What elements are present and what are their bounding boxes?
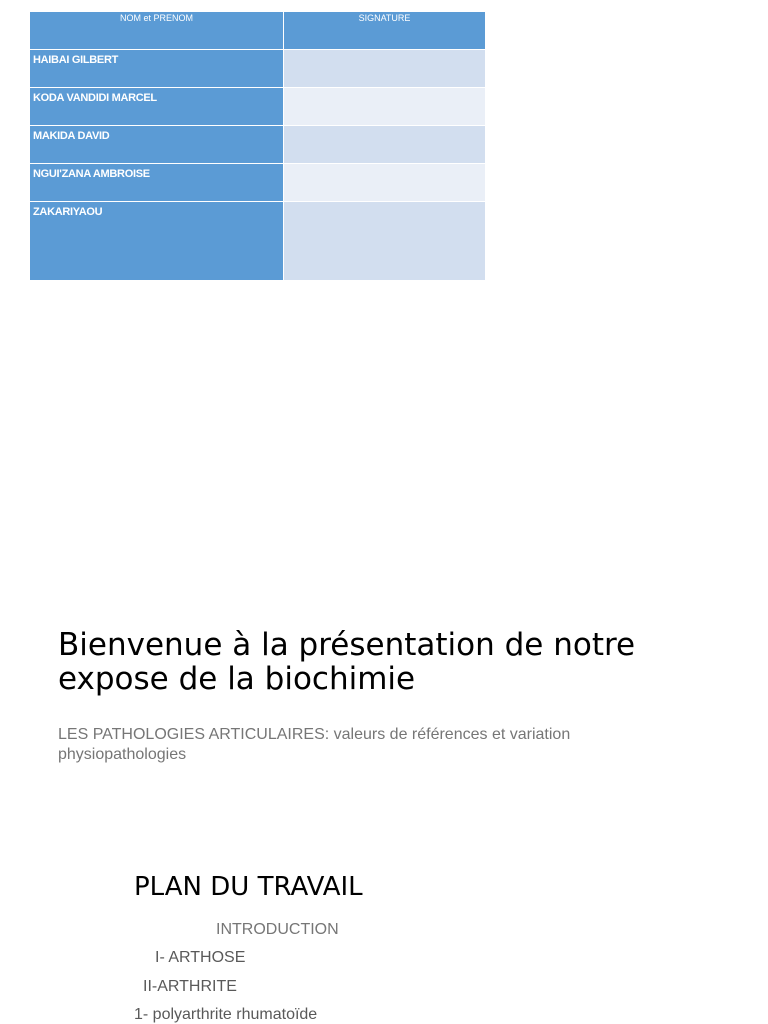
signature-cell [284, 202, 486, 281]
signature-cell [284, 126, 486, 164]
plan-item-arthrite: II-ARTHRITE [143, 978, 237, 995]
table-row [30, 164, 486, 202]
slide-title: Bienvenue à la présentation de notre expose de la biochimie [58, 627, 636, 697]
signature-cell [284, 50, 486, 88]
table-header-row [30, 12, 486, 50]
slide-subtitle: LES PATHOLOGIES ARTICULAIRES: valeurs de références et variation physiopathologies [58, 726, 571, 763]
name-cell: MAKIDA DAVID [30, 126, 284, 164]
plan-item-introduction: INTRODUCTION [216, 921, 339, 938]
table-row [30, 202, 486, 281]
header-name: NOM et PRENOM [30, 12, 284, 50]
header-signature: SIGNATURE [284, 12, 486, 50]
attendance-table [29, 11, 486, 281]
name-cell: HAIBAI GILBERT [30, 50, 284, 88]
name-cell: NGUI'ZANA AMBROISE [30, 164, 284, 202]
plan-item-polyarthrite: 1- polyarthrite rhumatoïde [134, 1006, 318, 1023]
table-row [30, 126, 486, 164]
table-row [30, 50, 486, 88]
plan-title: PLAN DU TRAVAIL [134, 872, 363, 902]
table-row [30, 88, 486, 126]
plan-item-arthose: I- ARTHOSE [155, 949, 246, 966]
name-cell: KODA VANDIDI MARCEL [30, 88, 284, 126]
name-cell: ZAKARIYAOU [30, 202, 284, 281]
signature-cell [284, 88, 486, 126]
signature-cell [284, 164, 486, 202]
